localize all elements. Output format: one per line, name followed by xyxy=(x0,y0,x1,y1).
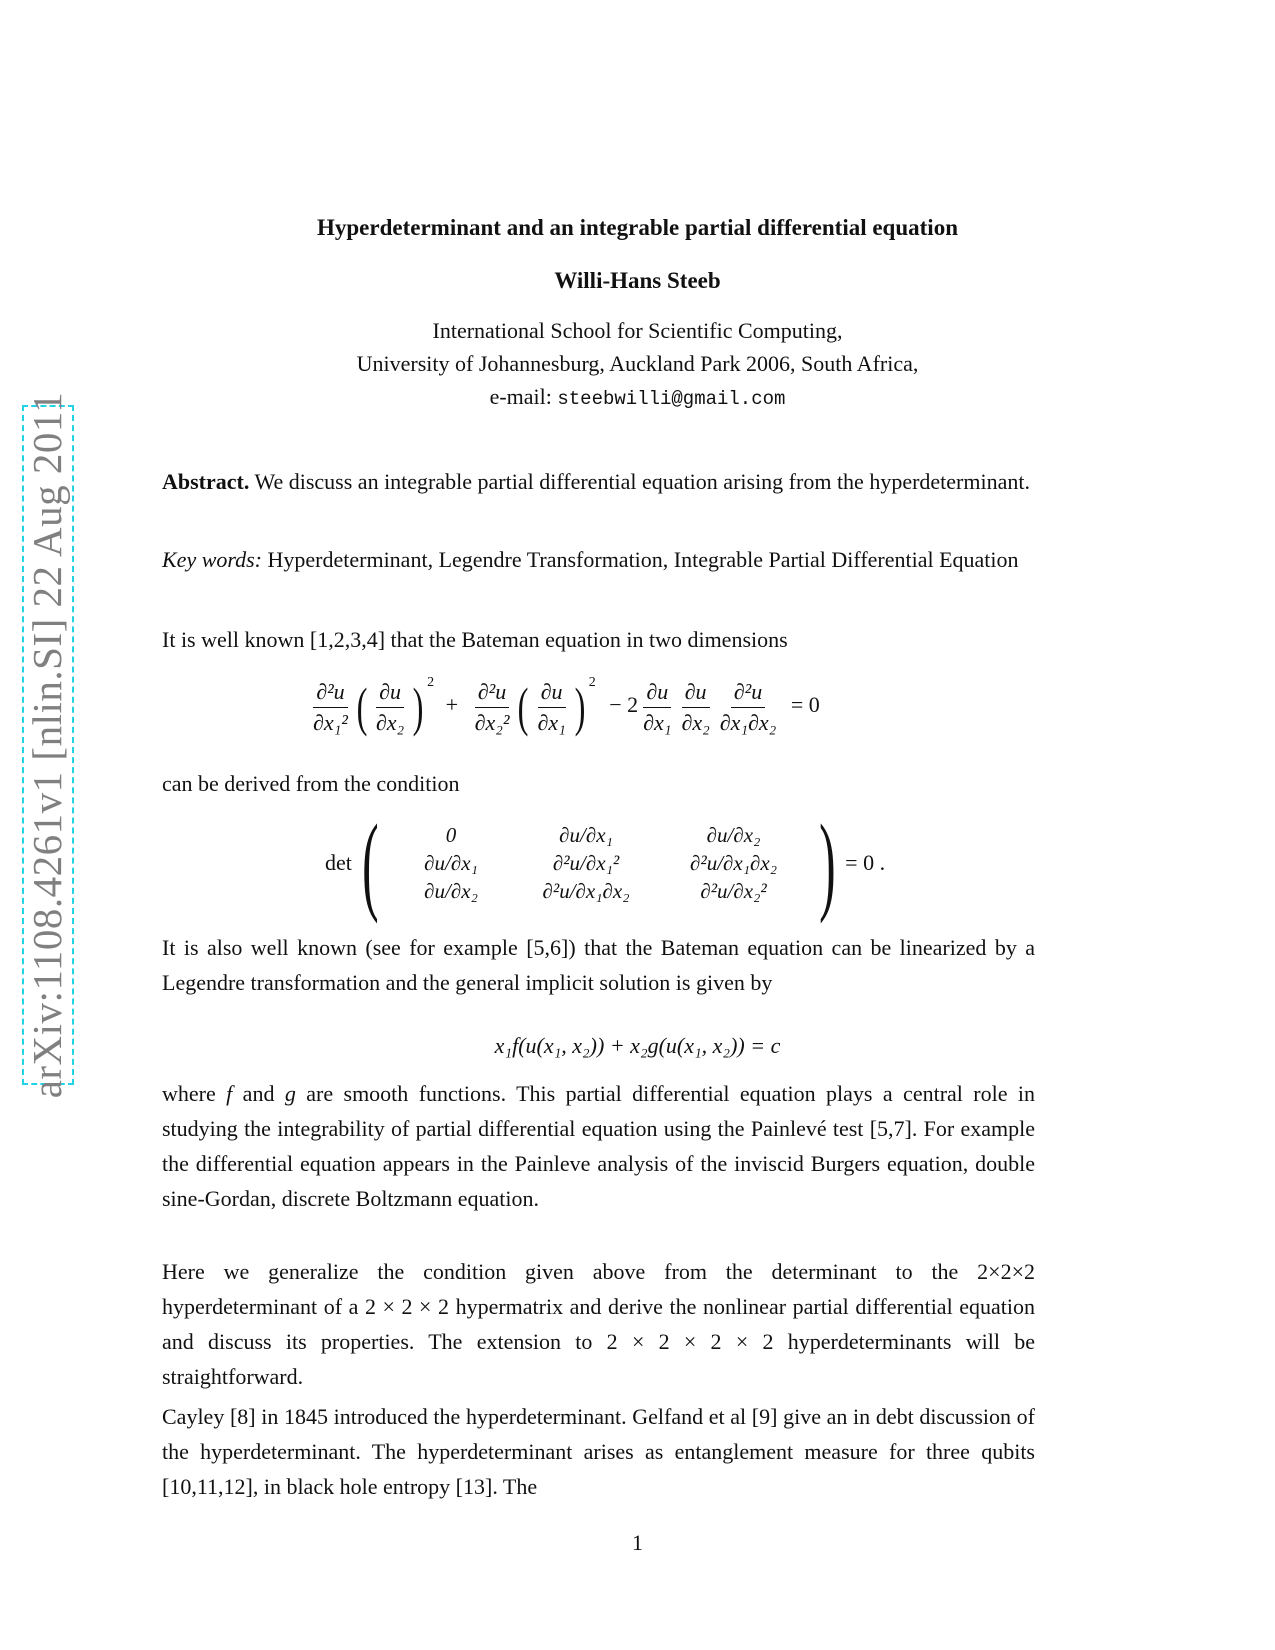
abstract-text: We discuss an integrable partial differential equation arising from the hyperdeterminant. xyxy=(249,469,1030,494)
fraction: $\frac{\text{∂²u}}{\text{∂x₁²}}$ xyxy=(313,678,348,735)
paper-title: Hyperdeterminant and an integrable partial differential equation xyxy=(316,215,958,240)
abstract xyxy=(162,464,1035,499)
page-number: 1 xyxy=(632,1530,643,1555)
fraction: $\frac{\text{∂²u}}{\text{∂x₁∂x₂}}$ xyxy=(719,678,777,735)
author-name: Willi-Hans Steeb xyxy=(554,268,721,293)
affiliation-line-1: International School for Scientific Computing, xyxy=(432,318,843,343)
email-address[interactable]: steebwilli@gmail.com xyxy=(557,388,786,410)
paragraph-legendre: It is also well known (see for example [5,6]) that the Bateman equation can be linearized by a Legendre transformation and the general implicit solution is given by xyxy=(162,935,1035,995)
keywords-label: Key words: xyxy=(162,547,263,572)
fraction: $\frac{\text{∂²u}}{\text{∂x₂²}}$ xyxy=(474,678,510,735)
affiliation-line-2: University of Johannesburg, Auckland Park 2006, South Africa, xyxy=(356,351,919,376)
paragraph-generalize: Here we generalize the condition given above from the determinant to the 2×2×2 hyperdeterminant of a 2 × 2 × 2 hypermatrix and derive the nonlinear partial differential equation and discuss its properties. The extension to 2 × 2 × 2 × 2 hyperdeterminants will be straightforward. xyxy=(162,1259,1035,1389)
fraction: $\frac{\partial u}{\text{∂x₂}}$ xyxy=(681,678,710,735)
fraction: $\frac{\partial u}{\text{∂x₂}}$ xyxy=(375,678,405,735)
email-line xyxy=(0,384,1275,410)
paragraph-condition: can be derived from the condition xyxy=(162,771,460,796)
bateman-equation: $\frac{\text{∂²u}}{\text{∂x₁²}}$ ( $\frac{\partial u}{\text{∂x₂}}$ ) $^2$ + $\frac{\text{∂²u}}{\text{∂x₂²}}$ ( $\frac{\partial u}{\text{∂x₁}}$ ) $^2$ − 2 $\frac{\partial u}{\text{∂x₁}}$ $\frac{\partial u}{\text{∂x₂}}$ $\frac{\text{∂²u}}{\text{∂x₁∂x₂}}$ = 0 xyxy=(308,676,820,738)
fraction: $\frac{\partial u}{\text{∂x₁}}$ xyxy=(537,678,566,735)
keywords-text: Hyperdeterminant, Legendre Transformation, Integrable Partial Differential Equation xyxy=(262,547,1019,572)
implicit-solution-equation: x₁f(u(x₁, x₂)) + x₂g(u(x₁, x₂)) = c xyxy=(494,1033,781,1058)
keywords xyxy=(162,542,1035,577)
abstract-label: Abstract. xyxy=(162,469,250,494)
paragraph-smooth-functions: where f and g are smooth functions. This partial differential equation plays a central role in studying the integrability of partial differential equation using the Painlevé test [5,7]. For example the differential equation appears in the Painleve analysis of the inviscid Burgers equation, double sine-Gordan, discrete Boltzmann equation. xyxy=(162,1081,1036,1211)
matrix: 0 ∂u/∂x₁ ∂u/∂x₂ ∂u/∂x₁ ∂²u/∂x₁² ∂²u/∂x₁∂x₂ ∂u/∂x₂ ∂²u/∂x₁∂x₂ ∂²u/∂x₂² xyxy=(424,822,778,903)
paragraph-intro: It is well known [1,2,3,4] that the Bateman equation in two dimensions xyxy=(162,627,788,652)
determinant-equation: det( 0 ∂u/∂x₁ ∂u/∂x₂ ∂u/∂x₁ ∂²u/∂x₁² ∂²u/∂x₁∂x₂ ∂u/∂x₂ ∂²u/∂x₁∂x₂ ∂²u/∂x₂² ) = 0 . xyxy=(325,802,886,924)
arxiv-stamp-text[interactable]: arXiv:1108.4261v1 [nlin.SI] 22 Aug 2011 xyxy=(24,391,70,1099)
fraction: $\frac{\partial u}{\text{∂x₁}}$ xyxy=(643,678,672,735)
paragraph-cayley: Cayley [8] in 1845 introduced the hyperdeterminant. Gelfand et al [9] give an in debt discussion of the hyperdeterminant. The hyperdeterminant arises as entanglement measure for three qubits [10,11,12], in black hole entropy [13]. The xyxy=(162,1404,1035,1499)
email-label: e-mail: xyxy=(489,384,558,409)
